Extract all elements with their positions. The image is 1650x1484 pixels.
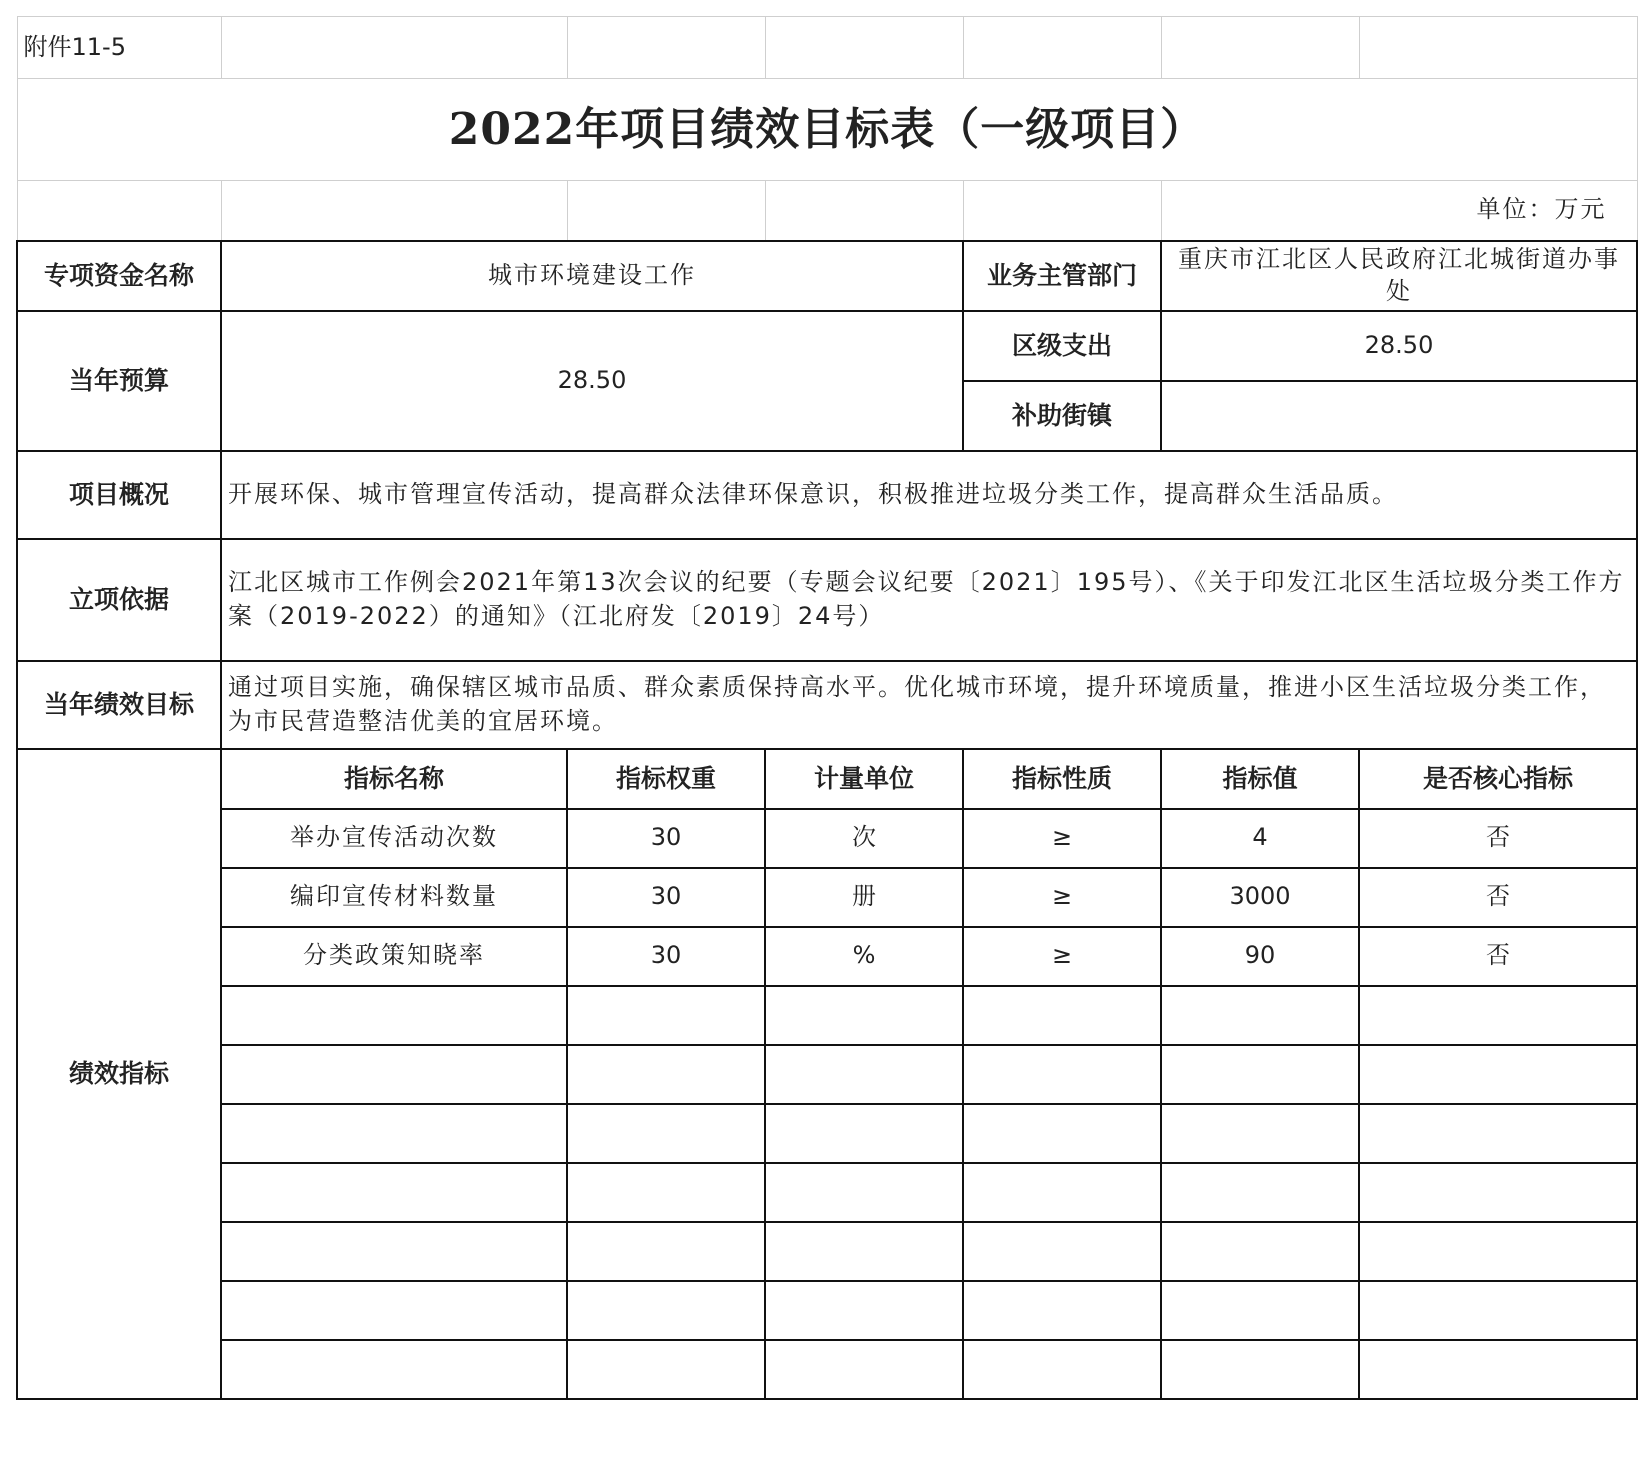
indicator-value: 3000 bbox=[1161, 868, 1359, 927]
header-core: 是否核心指标 bbox=[1359, 749, 1637, 809]
dept-value: 重庆市江北区人民政府江北城街道办事处 bbox=[1161, 241, 1637, 311]
indicator-weight bbox=[567, 1340, 765, 1399]
table-row bbox=[17, 986, 1637, 1045]
empty-cell bbox=[567, 17, 765, 79]
indicator-core bbox=[1359, 1222, 1637, 1281]
indicator-value bbox=[1161, 986, 1359, 1045]
indicator-unit bbox=[765, 1163, 963, 1222]
empty-cell bbox=[765, 17, 963, 79]
indicator-name: 分类政策知晓率 bbox=[221, 927, 567, 986]
performance-target-sheet bbox=[16, 16, 1636, 1468]
table-row bbox=[17, 1281, 1637, 1340]
empty-cell bbox=[963, 181, 1161, 241]
indicator-core: 否 bbox=[1359, 927, 1637, 986]
indicator-unit: 次 bbox=[765, 809, 963, 868]
indicator-nature: ≥ bbox=[963, 868, 1161, 927]
indicator-weight: 30 bbox=[567, 927, 765, 986]
indicator-weight bbox=[567, 1281, 765, 1340]
indicator-name: 编印宣传材料数量 bbox=[221, 868, 567, 927]
empty-cell bbox=[567, 181, 765, 241]
indicator-unit bbox=[765, 1104, 963, 1163]
indicator-name bbox=[221, 1104, 567, 1163]
overview-label: 项目概况 bbox=[17, 451, 221, 539]
indicator-unit: % bbox=[765, 927, 963, 986]
district-expense-label: 区级支出 bbox=[963, 311, 1161, 381]
indicator-nature bbox=[963, 1045, 1161, 1104]
table-row bbox=[17, 809, 1637, 868]
indicator-name bbox=[221, 1045, 567, 1104]
indicator-unit: 册 bbox=[765, 868, 963, 927]
indicator-value bbox=[1161, 1222, 1359, 1281]
indicator-core bbox=[1359, 1104, 1637, 1163]
performance-target-table bbox=[16, 16, 1638, 1400]
table-row bbox=[17, 1104, 1637, 1163]
indicator-name: 举办宣传活动次数 bbox=[221, 809, 567, 868]
empty-cell bbox=[221, 181, 567, 241]
document-title: 2022年项目绩效目标表（一级项目） bbox=[17, 79, 1637, 181]
indicator-value bbox=[1161, 1104, 1359, 1163]
header-value: 指标值 bbox=[1161, 749, 1359, 809]
indicator-value bbox=[1161, 1281, 1359, 1340]
fund-name-label: 专项资金名称 bbox=[17, 241, 221, 311]
indicator-unit bbox=[765, 1045, 963, 1104]
indicator-name bbox=[221, 1340, 567, 1399]
indicator-core bbox=[1359, 1281, 1637, 1340]
empty-cell bbox=[963, 17, 1161, 79]
header-nature: 指标性质 bbox=[963, 749, 1161, 809]
indicator-weight bbox=[567, 1045, 765, 1104]
table-row bbox=[17, 1222, 1637, 1281]
indicator-nature: ≥ bbox=[963, 927, 1161, 986]
goal-label: 当年绩效目标 bbox=[17, 661, 221, 749]
indicator-weight bbox=[567, 1104, 765, 1163]
subsidy-label: 补助街镇 bbox=[963, 381, 1161, 451]
table-row bbox=[17, 1340, 1637, 1399]
indicator-value: 90 bbox=[1161, 927, 1359, 986]
indicator-nature bbox=[963, 1281, 1161, 1340]
attachment-number: 附件11-5 bbox=[17, 17, 221, 79]
goal-value: 通过项目实施，确保辖区城市品质、群众素质保持高水平。优化城市环境，提升环境质量，推进小区生活垃圾分类工作，为市民营造整洁优美的宜居环境。 bbox=[221, 661, 1637, 749]
empty-cell bbox=[221, 17, 567, 79]
basis-label: 立项依据 bbox=[17, 539, 221, 661]
budget-label: 当年预算 bbox=[17, 311, 221, 451]
indicator-unit bbox=[765, 1281, 963, 1340]
indicator-value bbox=[1161, 1045, 1359, 1104]
indicator-value: 4 bbox=[1161, 809, 1359, 868]
table-row bbox=[17, 868, 1637, 927]
table-row bbox=[17, 1163, 1637, 1222]
fund-name-value: 城市环境建设工作 bbox=[221, 241, 963, 311]
indicator-nature bbox=[963, 1340, 1161, 1399]
indicator-value bbox=[1161, 1163, 1359, 1222]
indicator-nature: ≥ bbox=[963, 809, 1161, 868]
indicator-nature bbox=[963, 1104, 1161, 1163]
indicator-value bbox=[1161, 1340, 1359, 1399]
indicator-unit bbox=[765, 1222, 963, 1281]
empty-cell bbox=[765, 181, 963, 241]
indicator-nature bbox=[963, 1163, 1161, 1222]
indicator-name bbox=[221, 1222, 567, 1281]
indicator-weight bbox=[567, 1163, 765, 1222]
indicator-unit bbox=[765, 986, 963, 1045]
indicator-nature bbox=[963, 986, 1161, 1045]
indicator-name bbox=[221, 986, 567, 1045]
header-weight: 指标权重 bbox=[567, 749, 765, 809]
empty-cell bbox=[1161, 17, 1359, 79]
indicator-core bbox=[1359, 1045, 1637, 1104]
indicator-core: 否 bbox=[1359, 868, 1637, 927]
subsidy-value bbox=[1161, 381, 1637, 451]
indicator-core: 否 bbox=[1359, 809, 1637, 868]
indicator-nature bbox=[963, 1222, 1161, 1281]
district-expense-value: 28.50 bbox=[1161, 311, 1637, 381]
indicator-weight bbox=[567, 986, 765, 1045]
basis-value: 江北区城市工作例会2021年第13次会议的纪要（专题会议纪要〔2021〕195号）、《关于印发江北区生活垃圾分类工作方案（2019-2022）的通知》（江北府发〔2019〕24号） bbox=[221, 539, 1637, 661]
header-indicator-name: 指标名称 bbox=[221, 749, 567, 809]
indicator-weight: 30 bbox=[567, 868, 765, 927]
indicators-label: 绩效指标 bbox=[17, 749, 221, 1399]
indicator-weight bbox=[567, 1222, 765, 1281]
indicator-core bbox=[1359, 1340, 1637, 1399]
overview-value: 开展环保、城市管理宣传活动，提高群众法律环保意识，积极推进垃圾分类工作，提高群众生活品质。 bbox=[221, 451, 1637, 539]
indicator-unit bbox=[765, 1340, 963, 1399]
indicator-name bbox=[221, 1163, 567, 1222]
indicator-core bbox=[1359, 1163, 1637, 1222]
dept-label: 业务主管部门 bbox=[963, 241, 1161, 311]
header-unit: 计量单位 bbox=[765, 749, 963, 809]
table-row bbox=[17, 927, 1637, 986]
indicator-core bbox=[1359, 986, 1637, 1045]
empty-cell bbox=[17, 181, 221, 241]
indicator-name bbox=[221, 1281, 567, 1340]
table-row bbox=[17, 1045, 1637, 1104]
unit-label: 单位：万元 bbox=[1161, 181, 1637, 241]
budget-value: 28.50 bbox=[221, 311, 963, 451]
indicator-weight: 30 bbox=[567, 809, 765, 868]
empty-cell bbox=[1359, 17, 1637, 79]
